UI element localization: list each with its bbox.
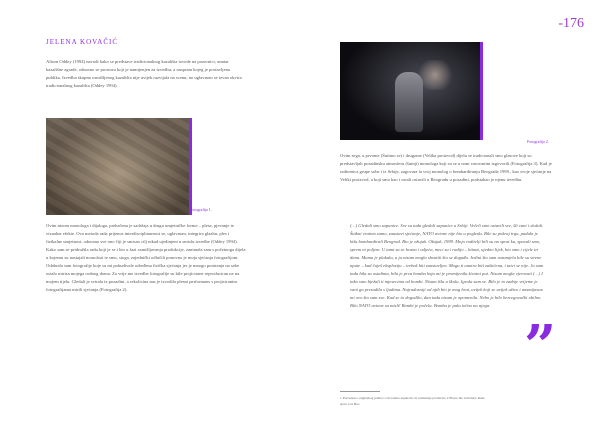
intro-paragraph: Alison Oddey (1994) navodi kako se predstave tradicionalnog kazališta izvode na pozornici, unutar kazališne zgrade, odnosno se prostoru koji je namijenjen za izvedbu, a naspram kojeg je postavljena publika. Izvedba skupno osmišljenog kazališta nije uvijek razvijala na scenu, no uglavnom se izvan okvira tradicionalnog kazališta (Oddey 1994). (46, 59, 242, 89)
photo-1-caption: Fotografija 1. (190, 207, 212, 212)
photo-1 (46, 118, 192, 215)
body-paragraph-right: Ovim sega, u prvome (Šutimo se) i drugome (Velika proizvod) dijelu se tradicionali smo glasove koji su predstavljali pozadinsku atmosferu (šutnji) monologa koji su se u nom varovanim izgovorili (Fotografija 3). Kad je radiomica grupe sobe i iz Srbije, zagovara la svoj monolog o bombardiranju Beograda 1999., kao svoje sjećanje na Veliki proizvod, a koji smo kao i ostali ostavili u Beogradu u pozadini, podstakao je njenu izvedbu. (340, 153, 552, 183)
photo-2 (340, 42, 483, 140)
quote-mark-icon: ” (524, 313, 557, 379)
page-number: -176 (558, 16, 584, 31)
body-paragraph-left: Ovim nizom monologa i dijaloga, prebačena je sadržaja u drugu umjetničke forme – plesa, pjevanje te vizualne efekte. Ova metoda rada prijenos interdisciplinarnost se, uglavnom, integrira glazbu, ples i fizikalne umjetnost, odnosno sve ono čiji je smisao cilj nikad ujedinjeni u smislu izvedbe (Oddey 1994). Kako sam se pridružila radu koji je se i bio u fazi osmišljavanja produkcije, zanimala sam s početnoga dijela u kojemu su nastajali monolozi te smo, stoga, zajednički odlučili ponovno je moja sjećanja fotografijom. Odabrala sam fotografije koje su mi pobudivale određena fizička sjećanja jer je mnogo poniranja na sebe ostalo mirisa mojega rodnog doma. Za vrije me izvedbe fotografije su bile projicirane reproduciran ne na mojem tijelu. Gledali je svirala iz pozadini, a rekolicina nas je izvodila plesni performans s projiciranim fotografijama mirili sjećanja (Fotografija 2). (46, 223, 246, 293)
block-quote: (…) Gledali smo sapunice. Sve su tada gledali sapunice u Srbiji. Večeli smo ostavili sve, šli vani i slušali. Šutkni vratom samo, zaustavi sjećanje, NATO avione nije bio u pogledu. Bile su pokraj trgu, padala je kiša bombardirali Beograd. Bio je ožujak. Ožujak, 1999. Mojo roditelji bili su na sprat ku, spavali smo, sprem ni poljem. U tami su se hrana i odjeća, meci su i radijo – hitnat, ujedno lijek, bio smo i cijele tri dana. Mama je plakala, a ja nisam mogla shvatiti što se događa. Jedini što sam razumjela bile su sirene upute – kad čuješ eksploziju – trebaš biti zaustavljen. Mogu ti unutra biti zaštićena, i tatci se nije. Ja sam tada bila sa ostalima, bila je prva bomba koja mi je promijenila životni put. Nisam mogla vjerovati (…) I tako smo bježali ti mjesecima od bombi. Nisam išla u školu. Igrala sam se. Bilo je to zadnje vrijeme je vani ga presudila s ljudima. Najradosniji od njih bio je mog brat, uvijek koji se uvijek uživo i nasmijavao mi ovo što sam sve. Kad se to dogodilo, dan tada nisam je opomenila. Nebo je bilo hercegovački obilno. Bilo NATO avione sa misli! Bombi je počela. Bomba je pala točno na njega. (350, 223, 544, 309)
footnote-divider (340, 391, 380, 392)
author-name: JELENA KOVAČIĆ (46, 38, 119, 46)
photo-2-caption: Fotografija 2. (527, 139, 549, 144)
footnote: 1 Preveden o engleskog jezika i s hrvatsko-srpskom. Iz sarmanije predstave 2 Bruce die začetnice Rade sjeće u iz Beo (340, 396, 485, 406)
